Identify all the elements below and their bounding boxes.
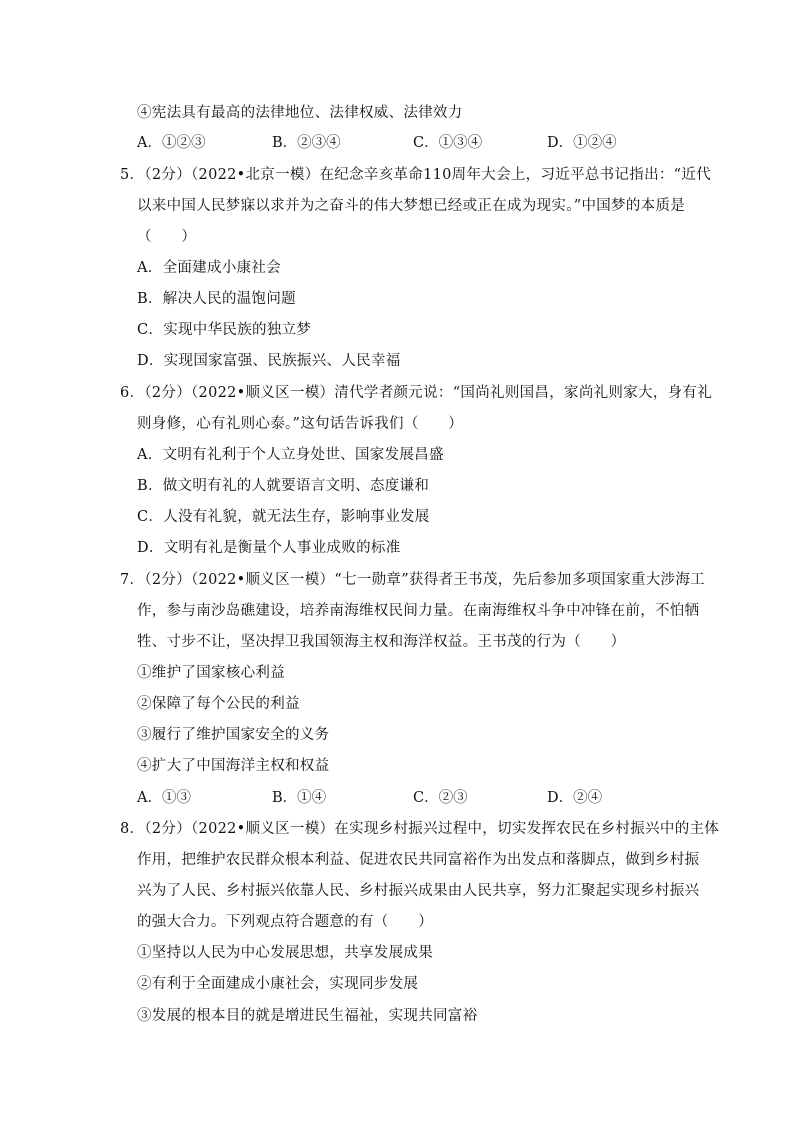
- q8-stem-line-1: 8．（2分）（2022•顺义区一模）在实现乡村振兴过程中，切实发挥农民在乡村振兴中的主体: [120, 821, 720, 837]
- q5-stem-line-2: 以来中国人民梦寐以求并为之奋斗的伟大梦想已经或正在成为现实。”中国梦的本质是: [137, 198, 686, 214]
- q7-statement-1: ①维护了国家核心利益: [137, 665, 285, 681]
- q7-stem-line-1: 7．（2分）（2022•顺义区一模）“七一勋章”获得者王书茂，先后参加多项国家重大涉海工: [120, 572, 705, 588]
- q5-stem-line-3: （ ）: [137, 229, 197, 245]
- q7-stem-line-3: 牲、寸步不让，坚决捍卫我国领海主权和海洋权益。王书茂的行为（ ）: [137, 634, 626, 650]
- q8-statement-2: ②有利于全面建成小康社会，实现同步发展: [137, 976, 419, 992]
- q6-option-d: D．文明有礼是衡量个人事业成败的标准: [137, 540, 401, 556]
- q6-stem-line-2: 则身修，心有礼则心泰。”这句话告诉我们（ ）: [137, 416, 464, 432]
- q5-option-c: C．实现中华民族的独立梦: [137, 322, 312, 338]
- q6-option-c: C．人没有礼貌，就无法生存，影响事业发展: [137, 509, 430, 525]
- q7-option-d: D．②④: [547, 790, 603, 806]
- q5-option-b: B．解决人民的温饱问题: [137, 291, 296, 307]
- q6-stem-line-1: 6．（2分）（2022•顺义区一模）清代学者颜元说：“国尚礼则国昌，家尚礼则家大，身有礼: [120, 385, 713, 401]
- q6-option-a: A．文明有礼利于个人立身处世、国家发展昌盛: [137, 447, 444, 463]
- q5-option-a: A．全面建成小康社会: [137, 260, 281, 276]
- q8-statement-1: ①坚持以人民为中心发展思想，共享发展成果: [137, 945, 433, 961]
- q5-stem-line-1: 5．（2分）（2022•北京一模）在纪念辛亥革命110周年大会上，习近平总书记指出：“近代: [120, 167, 711, 183]
- q7-stem-line-2: 作，参与南沙岛礁建设，培养南海维权民间力量。在南海维权斗争中冲锋在前，不怕牺: [137, 603, 700, 619]
- q4-statement-4: ④宪法具有最高的法律地位、法律权威、法律效力: [137, 105, 463, 121]
- q5-option-d: D．实现国家富强、民族振兴、人民幸福: [137, 353, 401, 369]
- q7-option-c: C．②③: [413, 790, 468, 806]
- q4-option-d: D．①②④: [547, 135, 617, 151]
- q8-stem-line-4: 的强大合力。下列观点符合题意的有（ ）: [137, 914, 433, 930]
- q7-statement-4: ④扩大了中国海洋主权和权益: [137, 758, 330, 774]
- q8-stem-line-3: 兴为了人民、乡村振兴依靠人民、乡村振兴成果由人民共享，努力汇聚起实现乡村振兴: [137, 883, 700, 899]
- q6-option-b: B．做文明有礼的人就要语言文明、态度谦和: [137, 478, 430, 494]
- q4-option-a: A．①②③: [137, 135, 206, 151]
- q7-option-b: B．①④: [272, 790, 327, 806]
- q4-option-c: C．①③④: [413, 135, 483, 151]
- q7-statement-3: ③履行了维护国家安全的义务: [137, 727, 330, 743]
- q7-option-a: A．①③: [137, 790, 191, 806]
- q4-option-b: B．②③④: [272, 135, 341, 151]
- q8-stem-line-2: 作用，把维护农民群众根本利益、促进农民共同富裕作为出发点和落脚点，做到乡村振: [137, 852, 700, 868]
- q8-statement-3: ③发展的根本目的就是增进民生福祉，实现共同富裕: [137, 1008, 478, 1024]
- q7-statement-2: ②保障了每个公民的利益: [137, 696, 300, 712]
